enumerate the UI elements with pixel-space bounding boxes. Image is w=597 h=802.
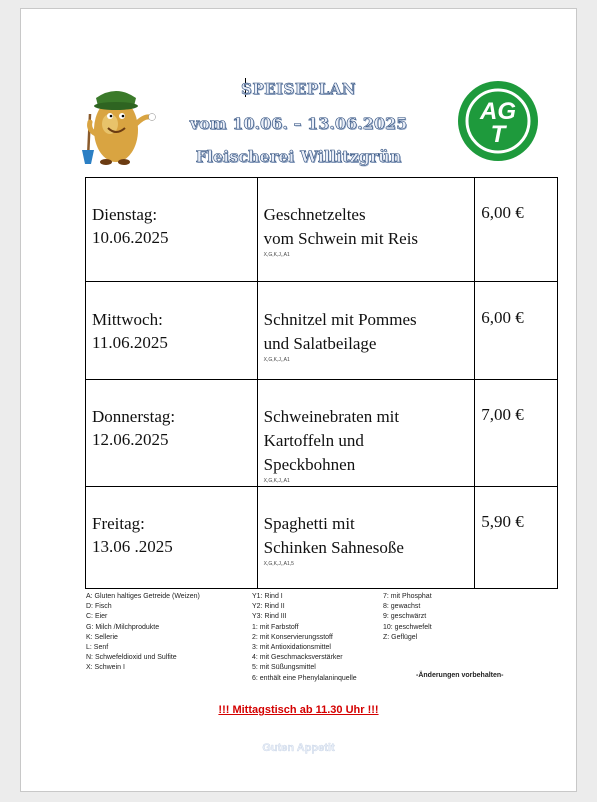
menu-row [86, 282, 558, 380]
day-label: Freitag: [92, 514, 145, 533]
day-cell [86, 178, 258, 282]
legend-item: G: Milch /Milchprodukte [86, 623, 160, 631]
legend-item: 10: geschwefelt [383, 623, 432, 631]
dish-line: und Salatbeilage [263, 334, 377, 353]
legend-item: 5: mit Süßungsmittel [252, 664, 316, 672]
dish-line: Speckbohnen [263, 455, 356, 474]
allergen-codes: X,G,K,J,,A1 [263, 478, 290, 484]
price-cell: 6,00 € [475, 178, 558, 282]
day-label: Dienstag: [92, 205, 158, 224]
butcher-name: Fleischerei Willitzgrün [195, 147, 402, 166]
changes-note: -Änderungen vorbehalten- [416, 672, 504, 679]
legend-item: A: Gluten haltiges Getreide (Weizen) [86, 593, 200, 600]
legend-item: C: Eier [86, 613, 108, 621]
dish-cell [257, 178, 475, 282]
day-cell [86, 487, 258, 589]
day-date: 13.06 .2025 [92, 537, 173, 556]
legend-item: 7: mit Phosphat [383, 593, 432, 600]
legend-item: 3: mit Antioxidationsmittel [252, 644, 331, 652]
lunch-notice: !!! Mittagstisch ab 11.30 Uhr !!! [218, 704, 379, 716]
allergen-legend-col1 [86, 592, 200, 674]
day-label: Mittwoch: [92, 310, 163, 329]
page-title: SPEISEPLAN [240, 80, 356, 98]
legend-item: 9: geschwärzt [383, 613, 427, 621]
legend-item: 6: enthält eine Phenylalaninquelle [252, 674, 357, 682]
price-cell: 7,00 € [475, 380, 558, 487]
day-label: Donnerstag: [92, 407, 176, 426]
day-cell [86, 282, 258, 380]
price-cell: 6,00 € [475, 282, 558, 380]
menu-table [85, 177, 558, 589]
dish-line: Geschnetzeltes [263, 205, 366, 224]
legend-item: X: Schwein I [86, 664, 125, 672]
dish-line: Spaghetti mit [263, 514, 355, 533]
menu-row [86, 487, 558, 589]
menu-row [86, 380, 558, 487]
day-date: 12.06.2025 [92, 430, 169, 449]
allergen-codes: X,G,K,J,,A1 [263, 357, 290, 363]
legend-item: 8: gewachst [383, 603, 421, 611]
day-date: 10.06.2025 [92, 228, 169, 247]
logo-text-bottom: T [490, 121, 506, 148]
dish-line: Kartoffeln und [263, 431, 364, 450]
price-cell: 5,90 € [475, 487, 558, 589]
logo-text-top: AG [480, 98, 516, 125]
agt-logo [457, 80, 539, 162]
legend-item: L: Senf [86, 644, 109, 652]
allergen-legend-col3 [383, 592, 432, 643]
dish-line: Schnitzel mit Pommes [263, 310, 417, 329]
dish-line: Schweinebraten mit [263, 407, 400, 426]
legend-item: 4: mit Geschmacksverstärker [252, 654, 343, 662]
legend-item: Z: Geflügel [383, 633, 418, 641]
goodbye-text: Guten Appetit [262, 742, 335, 754]
allergen-codes: X,G,K,J,,A1,5 [263, 561, 294, 567]
dish-line: vom Schwein mit Reis [263, 229, 419, 248]
legend-item: Y2: Rind II [252, 603, 285, 611]
day-date: 11.06.2025 [92, 333, 168, 352]
dish-cell [257, 282, 475, 380]
legend-item: Y1: Rind I [252, 593, 283, 600]
menu-row [86, 178, 558, 282]
dish-line: Schinken Sahnesoße [263, 538, 404, 557]
allergen-legend-col2 [252, 592, 357, 684]
legend-item: 1: mit Farbstoff [252, 623, 299, 631]
legend-item: Y3: Rind III [252, 613, 287, 621]
potato-mascot-image [80, 84, 156, 166]
legend-item: D: Fisch [86, 603, 112, 611]
dish-cell [257, 487, 475, 589]
legend-item: K: Sellerie [86, 633, 118, 641]
date-range: vom 10.06. – 13.06.2025 [189, 114, 408, 133]
legend-item: N: Schwefeldioxid und Sulfite [86, 654, 177, 662]
day-cell [86, 380, 258, 487]
allergen-codes: X,G,K,J,,A1 [263, 252, 290, 258]
dish-cell [257, 380, 475, 487]
legend-item: 2: mit Konservierungsstoff [252, 633, 333, 641]
